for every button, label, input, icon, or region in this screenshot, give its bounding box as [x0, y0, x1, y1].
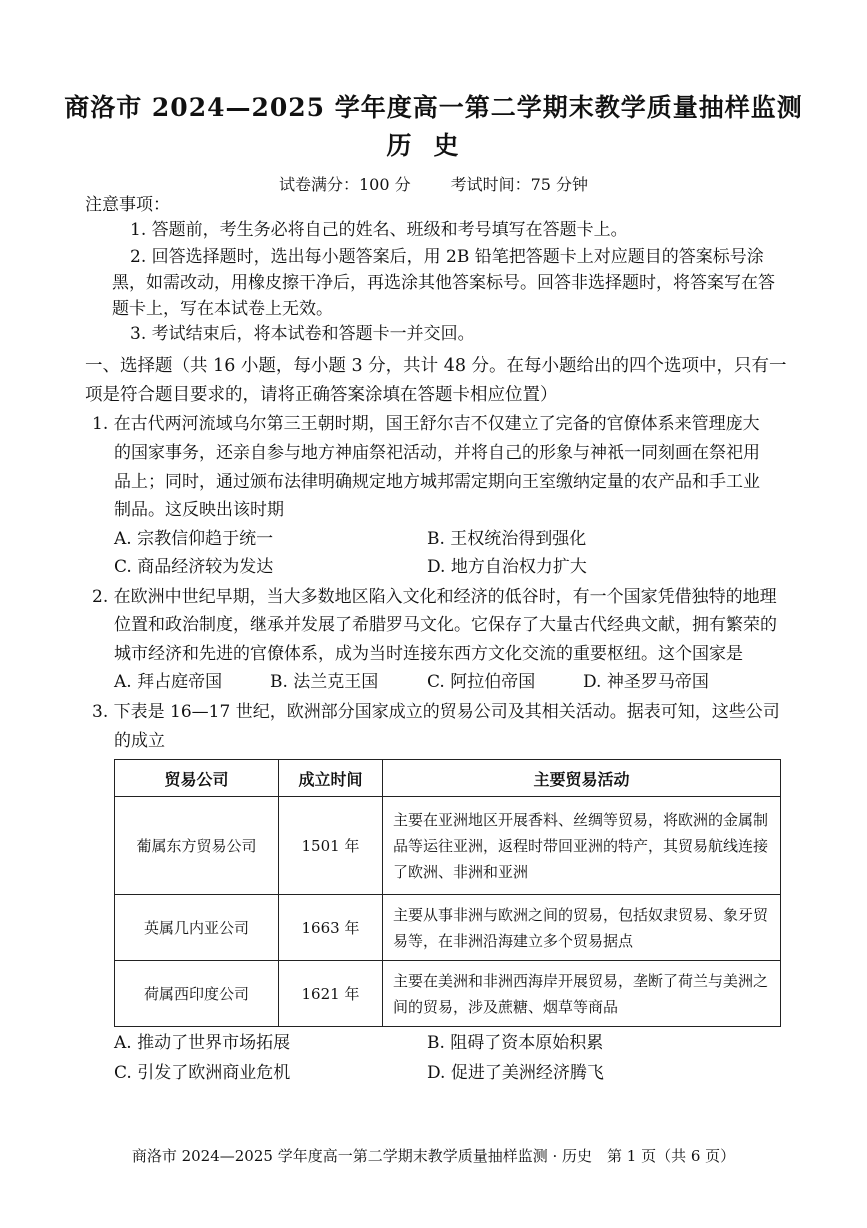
q2-option-d: D. 神圣罗马帝国	[583, 672, 709, 692]
activity-cell: 主要在亚洲地区开展香料、丝绸等贸易，将欧洲的金属制品等运往亚洲，返程时带回亚洲的特产，其贸易航线连接了欧洲、非洲和亚洲	[383, 797, 781, 895]
year-cell: 1621 年	[279, 961, 383, 1027]
activity-cell: 主要在美洲和非洲西海岸开展贸易，垄断了荷兰与美洲之间的贸易，涉及蔗糖、烟草等商品	[383, 961, 781, 1027]
note-2-line-2: 黑，如需改动，用橡皮擦干净后，再选涂其他答案标号。回答非选择题时，将答案写在答	[112, 273, 775, 293]
q1-option-a: A. 宗教信仰趋于统一	[114, 529, 274, 549]
notes-heading: 注意事项：	[85, 195, 170, 215]
q3-option-b: B. 阻碍了资本原始积累	[427, 1033, 604, 1053]
note-2-line-1: 2. 回答选择题时，选出每小题答案后，用 2B 铅笔把答题卡上对应题目的答案标号涂	[130, 247, 764, 267]
table-header: 贸易公司	[115, 760, 279, 797]
full-score: 试卷满分：100 分	[278, 175, 411, 194]
table-row	[115, 895, 781, 961]
year-cell: 1501 年	[279, 797, 383, 895]
q2-stem-line-1: 2. 在欧洲中世纪早期，当大多数地区陷入文化和经济的低谷时，有一个国家凭借独特的地理	[92, 587, 777, 607]
q1-option-c: C. 商品经济较为发达	[114, 557, 274, 577]
q1-stem-line-1: 1. 在古代两河流域乌尔第三王朝时期，国王舒尔吉不仅建立了完备的官僚体系来管理庞大	[92, 414, 760, 434]
q2-option-a: A. 拜占庭帝国	[114, 672, 223, 692]
table-header: 成立时间	[279, 760, 383, 797]
section-1-heading-cont: 项是符合题目要求的，请将正确答案涂填在答题卡相应位置）	[85, 385, 558, 405]
q3-option-d: D. 促进了美洲经济腾飞	[427, 1063, 604, 1083]
q1-option-d: D. 地方自治权力扩大	[427, 557, 587, 577]
subject-title: 历史	[386, 131, 481, 160]
q1-stem-line-4: 制品。这反映出该时期	[114, 500, 284, 520]
q3-option-a: A. 推动了世界市场拓展	[114, 1033, 291, 1053]
trade-company-table	[114, 759, 781, 1027]
q3-stem-line-1: 3. 下表是 16—17 世纪，欧洲部分国家成立的贸易公司及其相关活动。据表可知，这些公司	[92, 702, 780, 722]
table-row	[115, 797, 781, 895]
year-cell: 1663 年	[279, 895, 383, 961]
company-cell: 英属几内亚公司	[115, 895, 279, 961]
q2-option-b: B. 法兰克王国	[270, 672, 379, 692]
exam-time: 考试时间：75 分钟	[450, 175, 589, 194]
table-header-row	[115, 760, 781, 797]
table-row	[115, 961, 781, 1027]
q2-stem-line-2: 位置和政治制度，继承并发展了希腊罗马文化。它保存了大量古代经典文献，拥有繁荣的	[114, 615, 777, 635]
q2-option-c: C. 阿拉伯帝国	[427, 672, 536, 692]
q3-stem-line-2: 的成立	[114, 731, 165, 751]
company-cell: 葡属东方贸易公司	[115, 797, 279, 895]
activity-cell: 主要从事非洲与欧洲之间的贸易，包括奴隶贸易、象牙贸易等，在非洲沿海建立多个贸易据点	[383, 895, 781, 961]
exam-meta	[0, 172, 867, 195]
q1-stem-line-2: 的国家事务，还亲自参与地方神庙祭祀活动，并将自己的形象与神祇一同刻画在祭祀用	[114, 443, 760, 463]
section-1-heading: 一、选择题（共 16 小题，每小题 3 分，共计 48 分。在每小题给出的四个选项中，只有一	[85, 356, 787, 376]
q1-option-b: B. 王权统治得到强化	[427, 529, 587, 549]
q3-option-c: C. 引发了欧洲商业危机	[114, 1063, 291, 1083]
note-3: 3. 考试结束后，将本试卷和答题卡一并交回。	[130, 324, 475, 344]
q2-stem-line-3: 城市经济和先进的官僚体系，成为当时连接东西方文化交流的重要枢纽。这个国家是	[114, 644, 743, 664]
exam-title: 商洛市 2024—2025 学年度高一第二学期末教学质量抽样监测	[64, 93, 803, 122]
note-1: 1. 答题前，考生务必将自己的姓名、班级和考号填写在答题卡上。	[130, 220, 628, 240]
table-header: 主要贸易活动	[383, 760, 781, 797]
note-2-line-3: 题卡上，写在本试卷上无效。	[112, 299, 333, 319]
page-footer: 商洛市 2024—2025 学年度高一第二学期末教学质量抽样监测 · 历史 第 1 页（共 6 页）	[131, 1147, 736, 1165]
q1-stem-line-3: 品上；同时，通过颁布法律明确规定地方城邦需定期向王室缴纳定量的农产品和手工业	[114, 472, 760, 492]
company-cell: 荷属西印度公司	[115, 961, 279, 1027]
